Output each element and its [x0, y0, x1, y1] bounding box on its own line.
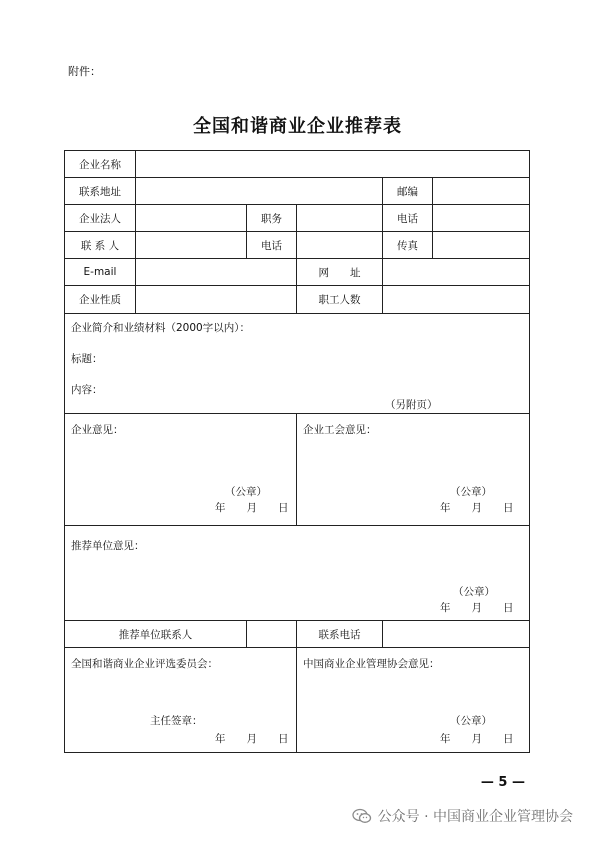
website-label: 网 址 [297, 259, 383, 286]
recommendation-form [64, 150, 530, 753]
committee-section[interactable] [65, 648, 297, 753]
attachment-label: 附件： [68, 65, 101, 78]
union-opinion-section[interactable] [297, 414, 530, 526]
contact-label: 联 系 人 [65, 232, 136, 259]
recommender-opinion-label: 推荐单位意见： [71, 540, 145, 552]
website-field[interactable] [383, 259, 530, 286]
nature-field[interactable] [136, 286, 297, 314]
company-opinion-label: 企业意见： [71, 424, 124, 436]
intro-section[interactable] [65, 314, 530, 414]
intro-content-label: 内容： [71, 384, 103, 396]
position-field[interactable] [297, 205, 383, 232]
recommender-date: 年 月 日 [440, 602, 514, 614]
contact-phone-label: 电话 [247, 232, 297, 259]
contact-field[interactable] [136, 232, 247, 259]
committee-date: 年 月 日 [215, 733, 289, 745]
union-date: 年 月 日 [440, 502, 514, 514]
association-section[interactable] [297, 648, 530, 753]
recommender-opinion-section[interactable] [65, 526, 530, 621]
association-seal: （公章） [450, 715, 492, 727]
intro-title-label: 标题： [71, 353, 103, 365]
intro-heading: 企业简介和业绩材料（2000字以内）： [71, 322, 250, 334]
address-label: 联系地址 [65, 178, 136, 205]
page-number: — 5 — [480, 775, 525, 790]
recommender-phone-field[interactable] [383, 621, 530, 648]
union-seal: （公章） [450, 486, 492, 498]
recommender-seal: （公章） [453, 586, 495, 598]
address-field[interactable] [136, 178, 383, 205]
wechat-icon [352, 808, 372, 824]
email-field[interactable] [136, 259, 297, 286]
employees-label: 职工人数 [297, 286, 383, 314]
association-label: 中国商业企业管理协会意见： [303, 658, 440, 670]
company-name-field[interactable] [136, 151, 530, 178]
postcode-label: 邮编 [383, 178, 433, 205]
watermark [352, 806, 573, 826]
company-date: 年 月 日 [215, 502, 289, 514]
company-name-label: 企业名称 [65, 151, 136, 178]
association-date: 年 月 日 [440, 733, 514, 745]
recommender-phone-label: 联系电话 [297, 621, 383, 648]
legal-rep-label: 企业法人 [65, 205, 136, 232]
postcode-field[interactable] [433, 178, 530, 205]
committee-sign: 主任签章： [150, 715, 203, 727]
union-opinion-label: 企业工会意见： [303, 424, 377, 436]
contact-phone-field[interactable] [297, 232, 383, 259]
fax-field[interactable] [433, 232, 530, 259]
company-seal: （公章） [225, 486, 267, 498]
committee-label: 全国和谐商业企业评选委员会： [71, 658, 218, 670]
nature-label: 企业性质 [65, 286, 136, 314]
recommender-contact-field[interactable] [247, 621, 297, 648]
form-title: 全国和谐商业企业推荐表 [193, 116, 402, 137]
recommender-contact-label: 推荐单位联系人 [65, 621, 247, 648]
employees-field[interactable] [383, 286, 530, 314]
fax-label: 传真 [383, 232, 433, 259]
email-label: E-mail [65, 259, 136, 286]
legal-rep-field[interactable] [136, 205, 247, 232]
phone-field[interactable] [433, 205, 530, 232]
attached-note: （另附页） [385, 399, 438, 411]
phone-label: 电话 [383, 205, 433, 232]
position-label: 职务 [247, 205, 297, 232]
company-opinion-section[interactable] [65, 414, 297, 526]
watermark-text: 公众号 · 中国商业企业管理协会 [377, 809, 573, 825]
